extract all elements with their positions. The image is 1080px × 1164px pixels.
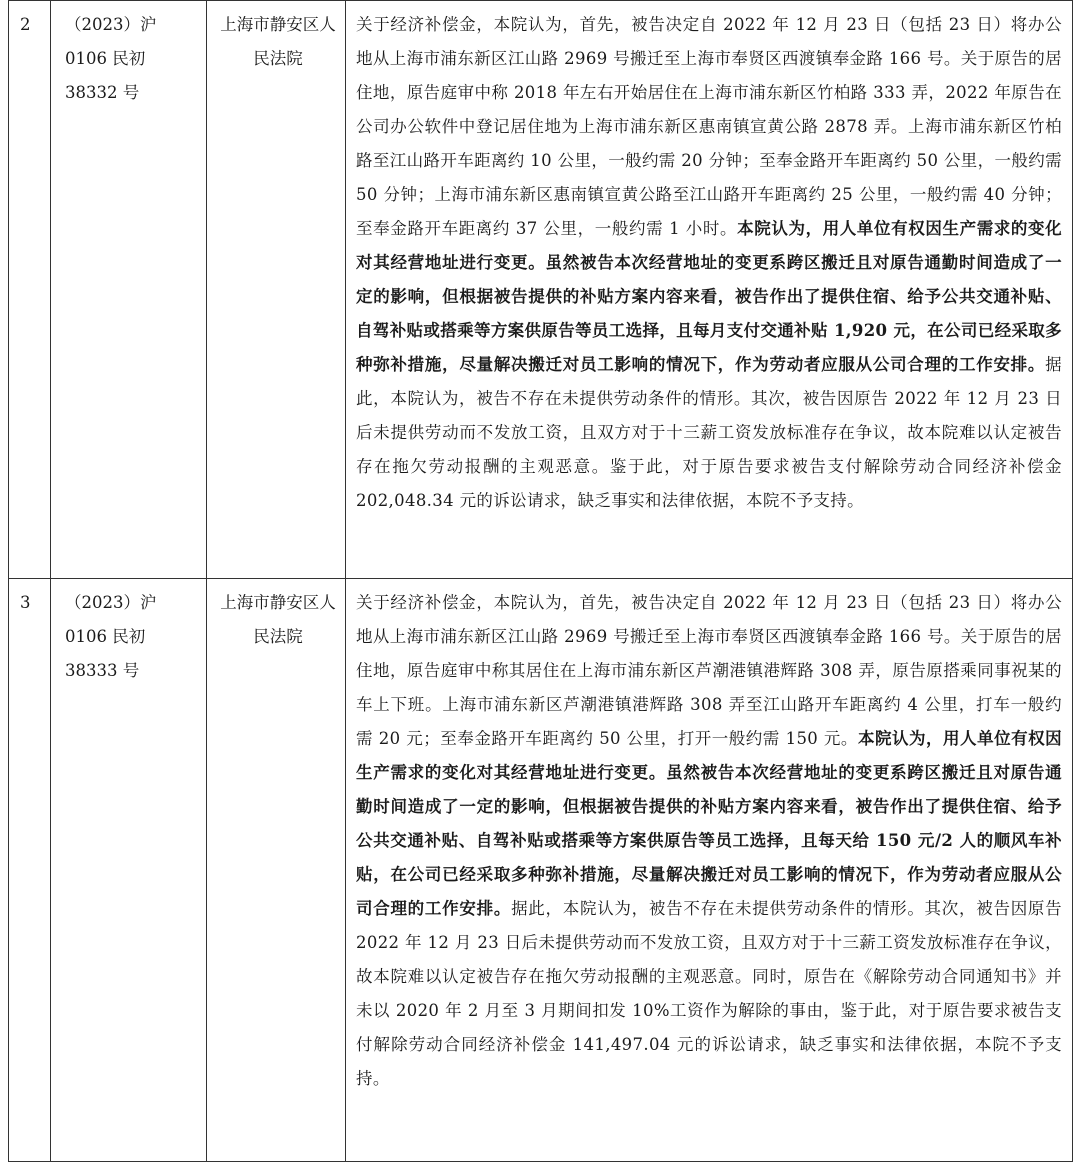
judgment-text [346,1,1073,579]
judgment-text-conclusion: 据此，本院认为，被告不存在未提供劳动条件的情形。其次，被告因原告 2022 年 12 月 23 日后未提供劳动而不发放工资，且双方对于十三薪工资发放标准存在争议，故本院难以认定被告存在拖欠劳动报酬的主观恶意。鉴于此，对于原告要求被告支付解除劳动合同经济补偿金 202,048.34 元的诉讼请求，缺乏事实和法律依据，本院不予支持。 [356,355,1062,510]
court-name: 上海市静安区人民法院 [207,579,346,1162]
row-index: 2 [9,1,51,579]
judgment-text-intro: 关于经济补偿金，本院认为，首先，被告决定自 2022 年 12 月 23 日（包括 23 日）将办公地从上海市浦东新区江山路 2969 号搬迁至上海市奉贤区西渡镇奉金路 166 号。关于原告的居住地，原告庭审中称 2018 年左右开始居住在上海市浦东新区竹柏路 333 弄，2022 年原告在公司办公软件中登记居住地为上海市浦东新区惠南镇宣黄公路 2878 弄。上海市浦东新区竹柏路至江山路开车距离约 10 公里，一般约需 20 分钟；至奉金路开车距离约 50 公里，一般约需 50 分钟；上海市浦东新区惠南镇宣黄公路至江山路开车距离约 25 公里，一般约需 40 分钟；至奉金路开车距离约 37 公里，一般约需 1 小时。 [356,15,1062,238]
table-row [9,1,1073,579]
judgment-table [8,0,1073,1162]
court-name: 上海市静安区人民法院 [207,1,346,579]
table-row [9,579,1073,1162]
judgment-text-holding: 本院认为，用人单位有权因生产需求的变化对其经营地址进行变更。虽然被告本次经营地址的变更系跨区搬迁且对原告通勤时间造成了一定的影响，但根据被告提供的补贴方案内容来看，被告作出了提供住宿、给予公共交通补贴、自驾补贴或搭乘等方案供原告等员工选择，且每天给 150 元/2 人的顺风车补贴，在公司已经采取多种弥补措施，尽量解决搬迁对员工影响的情况下，作为劳动者应服从公司合理的工作安排。 [356,729,1062,918]
judgment-text-conclusion: 据此，本院认为，被告不存在未提供劳动条件的情形。其次，被告因原告 2022 年 12 月 23 日后未提供劳动而不发放工资，且双方对于十三薪工资发放标准存在争议，故本院难以认定被告存在拖欠劳动报酬的主观恶意。同时，原告在《解除劳动合同通知书》并未以 2020 年 2 月至 3 月期间扣发 10%工资作为解除的事由，鉴于此，对于原告要求被告支付解除劳动合同经济补偿金 141,497.04 元的诉讼请求，缺乏事实和法律依据，本院不予支持。 [356,899,1062,1088]
case-number: （2023）沪 0106 民初 38332 号 [51,1,207,579]
case-number: （2023）沪 0106 民初 38333 号 [51,579,207,1162]
judgment-text [346,579,1073,1162]
judgment-text-holding: 本院认为，用人单位有权因生产需求的变化对其经营地址进行变更。虽然被告本次经营地址的变更系跨区搬迁且对原告通勤时间造成了一定的影响，但根据被告提供的补贴方案内容来看，被告作出了提供住宿、给予公共交通补贴、自驾补贴或搭乘等方案供原告等员工选择，且每月支付交通补贴 1,920 元，在公司已经采取多种弥补措施，尽量解决搬迁对员工影响的情况下，作为劳动者应服从公司合理的工作安排。 [356,219,1063,374]
judgment-text-intro: 关于经济补偿金，本院认为，首先，被告决定自 2022 年 12 月 23 日（包括 23 日）将办公地从上海市浦东新区江山路 2969 号搬迁至上海市奉贤区西渡镇奉金路 166 号。关于原告的居住地，原告庭审中称其居住在上海市浦东新区芦潮港镇港辉路 308 弄，原告原搭乘同事祝某的车上下班。上海市浦东新区芦潮港镇港辉路 308 弄至江山路开车距离约 4 公里，打车一般约需 20 元；至奉金路开车距离约 50 公里，打开一般约需 150 元。 [356,593,1062,748]
row-index: 3 [9,579,51,1162]
